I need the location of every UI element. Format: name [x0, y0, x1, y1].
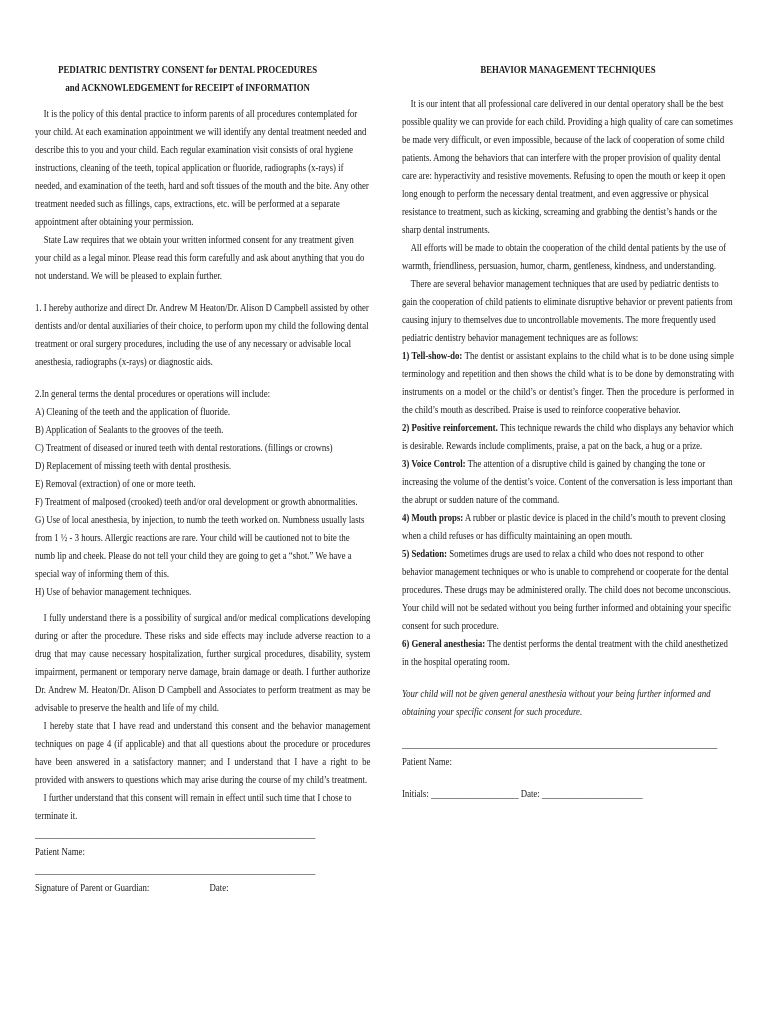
- techniques-intro-paragraph: There are several behavior management techniques that are used by pediatric dentists to gain the cooperation of child patients to eliminate disruptive behavior or prevent patients from causing injury to themselves due to uncontrollable movements. The more frequently used pediatric dentistry behavior management techniques are as follows:: [402, 279, 733, 344]
- technique-text: This technique rewards the child who displays any behavior which is desirable. Rewards include compliments, praise, a pat on the back, a hug or a prize.: [402, 423, 734, 452]
- technique-text: A rubber or plastic device is placed in the child’s mouth to prevent closing when a child refuses or has difficulty maintaining an open mouth.: [402, 513, 726, 542]
- list-item: B) Application of Sealants to the grooves of the teeth.: [35, 425, 224, 436]
- patient-name-line[interactable]: ________________________________________________________________: [35, 829, 316, 840]
- state-law-paragraph: State Law requires that we obtain your written informed consent for any treatment given your child as a legal minor. Please read this form carefully and ask about anything that you do not understand. We will be pleased to explain further.: [35, 235, 365, 282]
- initials-field[interactable]: Initials: ____________________: [402, 789, 519, 800]
- technique-tell-show-do: [402, 348, 734, 420]
- acknowledgement-paragraph: I hereby state that I have read and understand this consent and the behavior management techniques on page 4 (if applicable) and that all questions about the procedure or procedures have been answered in a satisfactory manner; and I understand that I have a right to be provided with answers to questions which may arise during the course of my child’s treatment.: [35, 721, 371, 786]
- technique-label: 6) General anesthesia:: [402, 639, 486, 650]
- date-field[interactable]: Date: _______________________: [520, 789, 643, 800]
- list-item: A) Cleaning of the teeth and the application of fluoride.: [35, 407, 231, 418]
- list-item: D) Replacement of missing teeth with dental prosthesis.: [35, 461, 232, 472]
- technique-text: The dentist or assistant explains to the child what is to be done using simple terminology and repetition and then shows the child what is to be done by demonstrating with instruments on a model or the child’s or dentist’s finger. Then the procedure is performed in the child’s mouth as described. Praise is used to reinforce cooperative behavior.: [402, 351, 734, 416]
- technique-mouth-props: [402, 510, 734, 546]
- behavior-intro-paragraph: It is our intent that all professional care delivered in our dental operatory shall be the best possible quality we can provide for each child. Providing a high quality of care can sometimes be made very difficult, or even impossible, because of the lack of cooperation of some child patients. Among the behaviors that can interfere with the proper provision of quality dental care are: hyperactivity and resistive movements. Refusing to open the mouth or keep it open long enough to perform the necessary dental treatment, and even aggressive or physical resistance to treatment, such as kicking, screaming and grabbing the dentist’s hands or the sharp dental instruments.: [402, 99, 733, 236]
- procedures-heading: 2.In general terms the dental procedures or operations will include:: [35, 389, 271, 400]
- procedures-list: [35, 404, 370, 602]
- authorization-paragraph: 1. I hereby authorize and direct Dr. Andrew M Heaton/Dr. Alison D Campbell assisted by other dentists and/or dental auxiliaries of their choice, to perform upon my child the following dental treatment or oral surgery procedures, including the use of any necessary or advisable local anesthesia, radiographs (x-rays) or diagnostic aids.: [35, 303, 369, 368]
- consent-title-line1: PEDIATRIC DENTISTRY CONSENT for DENTAL PROCEDURES: [58, 65, 318, 76]
- signature-line[interactable]: ________________________________________________________________: [35, 865, 316, 876]
- technique-sedation: [402, 546, 734, 636]
- efforts-paragraph: All efforts will be made to obtain the cooperation of the child dental patients by the use of warmth, friendliness, persuasion, humor, charm, gentleness, kindness, and understanding.: [402, 243, 727, 272]
- signature-date-label: Date:: [209, 883, 229, 894]
- technique-label: 2) Positive reinforcement.: [402, 423, 498, 434]
- behavior-title: BEHAVIOR MANAGEMENT TECHNIQUES: [480, 65, 656, 76]
- consent-duration-paragraph: I further understand that this consent will remain in effect until such time that I chose to terminate it.: [35, 793, 352, 822]
- patient-name-label: Patient Name:: [35, 847, 85, 858]
- list-item: F) Treatment of malposed (crooked) teeth and/or oral development or growth abnormalities.: [35, 497, 358, 508]
- technique-voice-control: [402, 456, 734, 510]
- technique-label: 3) Voice Control:: [402, 459, 466, 470]
- technique-label: 1) Tell-show-do:: [402, 351, 463, 362]
- list-item: E) Removal (extraction) of one or more teeth.: [35, 479, 196, 490]
- patient-name-label: Patient Name:: [402, 757, 452, 768]
- intro-paragraph: It is the policy of this dental practice to inform parents of all procedures contemplated for your child. At each examination appointment we will identify any dental treatment needed and describe this to you and your child. Each regular examination visit consists of oral hygiene instructions, cleaning of the teeth, topical application or fluoride, radiographs (x-rays) if needed, and examination of the teeth, hard and soft tissues of the mouth and the bite. Any other treatment needed such as fillings, caps, extractions, etc. will be performed at a separate appointment after obtaining your permission.: [35, 109, 369, 228]
- behavior-column: [402, 62, 734, 804]
- consent-column: [35, 62, 370, 898]
- list-item: H) Use of behavior management techniques.: [35, 587, 192, 598]
- technique-text: The dentist performs the dental treatment with the child anesthetized in the hospital operating room.: [402, 639, 728, 668]
- list-item: C) Treatment of diseased or inured teeth with dental restorations. (fillings or crowns): [35, 443, 333, 454]
- complications-paragraph: I fully understand there is a possibility of surgical and/or medical complications developing during or after the procedure. These risks and side effects may include adverse reaction to a drug that may cause necessary hospitalization, further surgical procedures, disability, system impairment, permanent or temporary nerve damage, brain damage or death. I further authorize Dr. Andrew M. Heaton/Dr. Alison D Campbell and Associates to perform treatment as may be advisable to preserve the health and life of my child.: [35, 613, 371, 714]
- technique-label: 4) Mouth props:: [402, 513, 464, 524]
- technique-positive-reinforcement: [402, 420, 734, 456]
- signature-row: [35, 880, 370, 898]
- anesthesia-notice: Your child will not be given general anesthesia without your being further informed and obtaining your specific consent for such procedure.: [402, 689, 711, 718]
- list-item: G) Use of local anesthesia, by injection, to numb the teeth worked on. Numbness usually lasts from 1 ½ - 3 hours. Allergic reactions are rare. Your child will be cautioned not to bite the numb lip and cheek. Please do not tell your child they are going to get a “shot.” We have a special way of informing them of this.: [35, 515, 365, 580]
- signature-label: Signature of Parent or Guardian:: [35, 883, 150, 894]
- initials-date-row[interactable]: [402, 786, 734, 804]
- technique-general-anesthesia: [402, 636, 734, 672]
- technique-text: Sometimes drugs are used to relax a child who does not respond to other behavior management techniques or who is unable to comprehend or cooperate for the dental procedures. These drugs may be administered orally. The child does not become unconscious. Your child will not be sedated without you being further informed and obtaining your specific consent for such procedure.: [402, 549, 732, 632]
- patient-name-line[interactable]: ________________________________________________________________________: [402, 739, 718, 750]
- technique-label: 5) Sedation:: [402, 549, 448, 560]
- technique-text: The attention of a disruptive child is gained by changing the tone or increasing the volume of the dentist’s voice. Content of the conversation is less important than the abrupt or sudden nature of the command.: [402, 459, 733, 506]
- consent-title-line2: and ACKNOWLEDGEMENT for RECEIPT of INFORMATION: [65, 83, 310, 94]
